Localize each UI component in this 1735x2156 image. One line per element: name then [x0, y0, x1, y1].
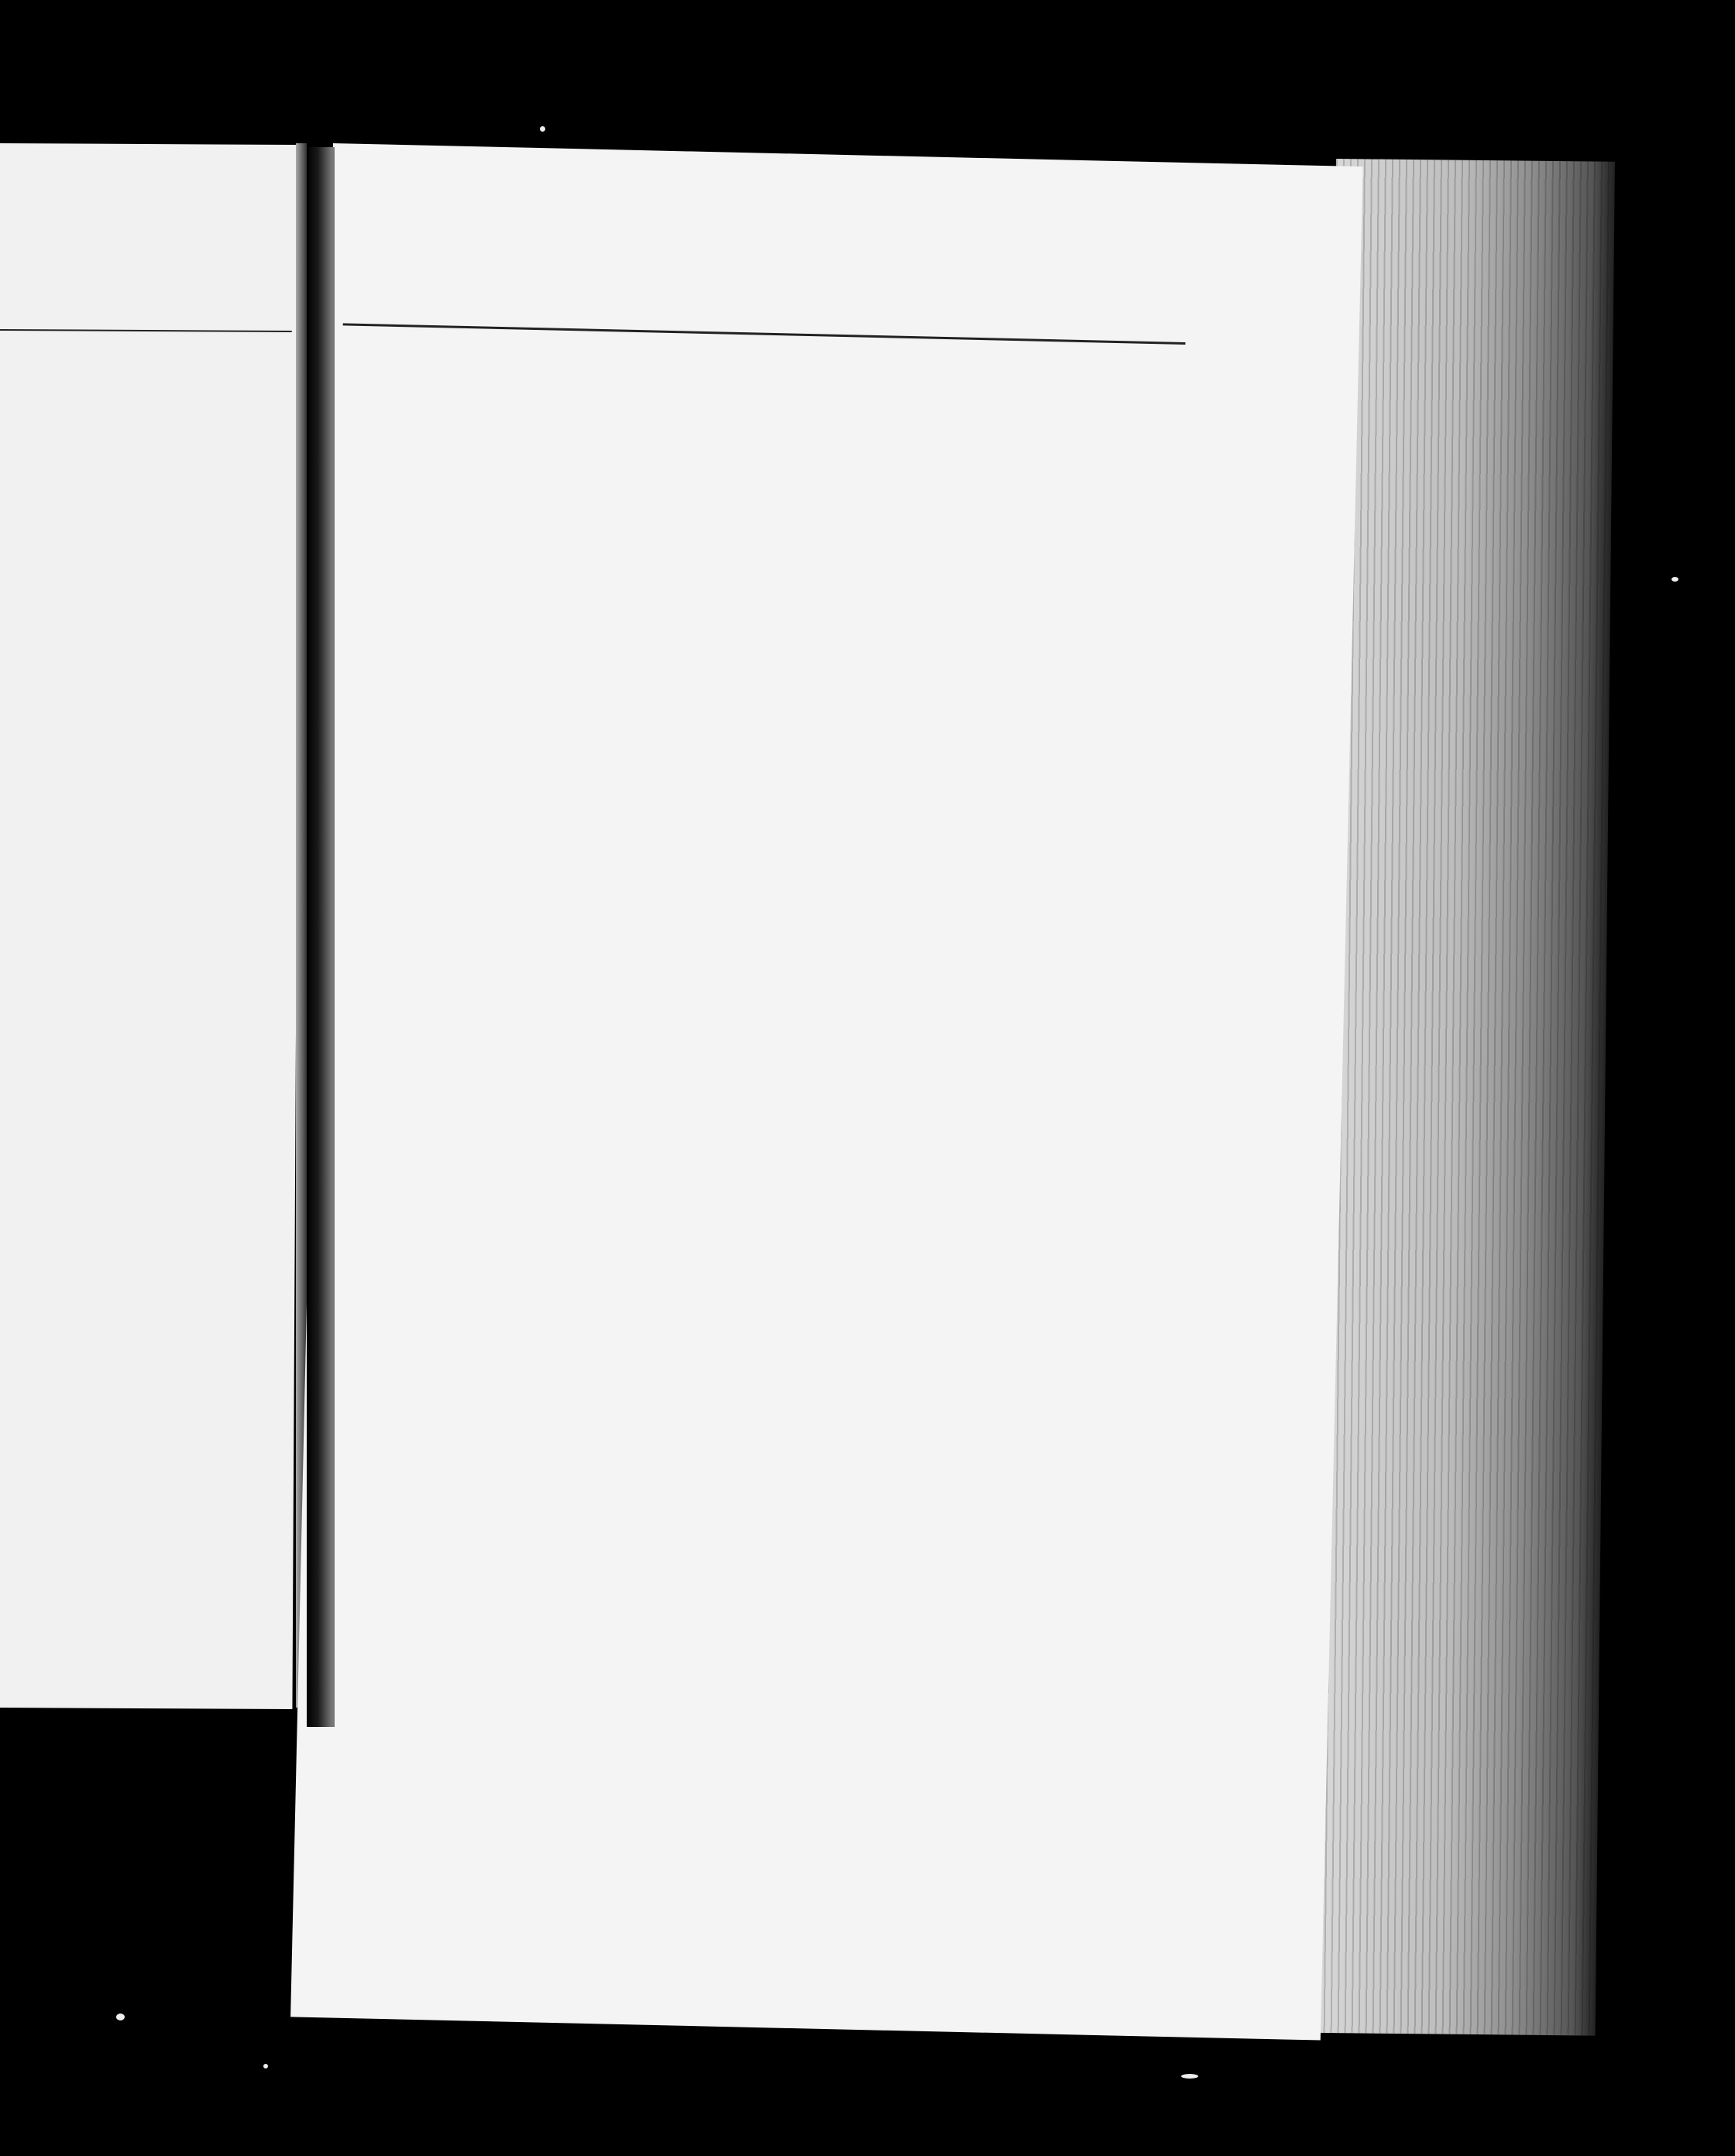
left-text-block-1 [0, 143, 301, 145]
dust-speck [540, 126, 545, 132]
page-body-text [333, 143, 1363, 167]
left-text-block-2 [0, 143, 301, 145]
right-page [290, 143, 1363, 2041]
dust-speck [1671, 577, 1678, 582]
left-page [0, 143, 301, 1709]
left-header-rule [0, 329, 292, 332]
dust-speck [1181, 2074, 1198, 2079]
book-page-edges [1317, 159, 1615, 2036]
dust-speck [263, 2064, 268, 2068]
header-rule [343, 323, 1186, 345]
gutter-shadow [307, 147, 335, 1727]
running-header [329, 279, 1182, 329]
dust-speck [116, 2014, 125, 2020]
